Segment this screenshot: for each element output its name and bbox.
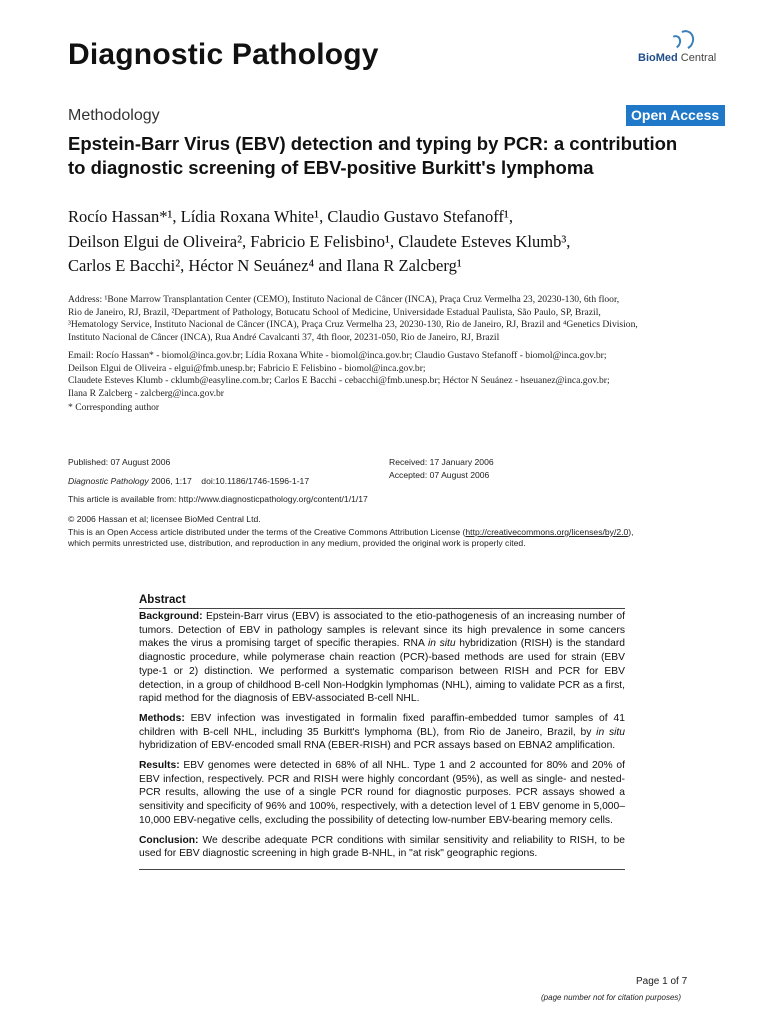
abstract-background	[139, 610, 625, 706]
logo-brand-bold: BioMed	[638, 52, 678, 64]
background-text: Epstein-Barr virus (EBV) is associated to the etio-pathogenesis of an increasing number of tumors. Detection of EBV in pathology samples is relevant since its high prevalence in some cancers makes the virus a promising target of specific therapies. RNA	[139, 611, 625, 650]
accepted-date: Accepted: 07 August 2006	[389, 470, 490, 480]
background-text: hybridization (RISH) is the standard diagnostic procedure, while polymerase chain reaction (PCR)-based methods are used for strain (EBV type-1 or 2) distinction. We performed a systematic comparison between RISH and PCR for EBV detection, in a group of childhood B-cell Non-Hodgkin lymphomas (NHL), aiming to validate PCR as a first, rapid method for the diagnosis of EBV-associated B-cell NHL.	[139, 638, 625, 705]
citation-line	[68, 476, 309, 487]
open-access-badge: Open Access	[626, 105, 725, 126]
email-line[interactable]: Email: Rocío Hassan* - biomol@inca.gov.br; Lídia Roxana White - biomol@inca.gov.br; Claudio Gustavo Stefanoff - biomol@inca.gov.br;	[68, 350, 607, 361]
email-block	[68, 350, 708, 400]
abstract-methods	[139, 712, 625, 753]
page-number-note: (page number not for citation purposes)	[541, 993, 682, 1002]
affiliation-line: ³Hematology Service, Instituto Nacional de Câncer (INCA), Praça Cruz Vermelha 23, 20230-130, Rio de Janeiro, RJ, Brazil and ⁴Genetics Division,	[68, 319, 638, 331]
page-number: Page 1 of 7	[636, 976, 688, 987]
logo-text	[638, 52, 716, 64]
license-text-line: which permits unrestricted use, distribution, and reproduction in any medium, provided the original work is properly cited.	[68, 538, 526, 548]
license-text-part: This is an Open Access article distributed under the terms of the Creative Commons Attribution License (	[68, 527, 466, 537]
copyright-line: © 2006 Hassan et al; licensee BioMed Central Ltd.	[68, 514, 261, 524]
abstract-results	[139, 759, 625, 828]
email-line[interactable]: Deilson Elgui de Oliveira - elgui@fmb.unesp.br; Fabricio E Felisbino - biomol@inca.gov.br;	[68, 362, 426, 374]
affiliation-line: Rio de Janeiro, RJ, Brazil, ²Department of Pathology, Botucatu School of Medicine, Universidade Estadual Paulista, São Paulo, SP, Brazil,	[68, 306, 601, 318]
article-title: Epstein-Barr Virus (EBV) detection and typing by PCR: a contribution to diagnostic screening of EBV-positive Burkitt's lymphoma	[68, 133, 678, 178]
background-italic: in situ	[427, 638, 456, 650]
abstract-section	[139, 594, 625, 870]
background-label: Background:	[139, 611, 203, 622]
methods-text: EBV infection was investigated in formalin fixed paraffin-embedded tumor samples of 41 children with B-cell NHL, including 35 Burkitt's lymphoma (BL), from Rio de Janeiro, Brazil, by	[139, 712, 625, 738]
license-text-part: ),	[628, 527, 634, 537]
article-url-line[interactable]: This article is available from: http://www.diagnosticpathology.org/content/1/1/17	[68, 494, 368, 504]
affiliation-line: Address: ¹Bone Marrow Transplantation Center (CEMO), Instituto Nacional de Câncer (INCA), Praça Cruz Vermelha 23, 20230-130, 6th floor,	[68, 294, 620, 305]
results-text: EBV genomes were detected in 68% of all NHL. Type 1 and 2 accounted for 80% and 20% of EBV infection, respectively. PCR and RISH were highly concordant (95%), as well as single- and nested-PCR results, allowing the use of a single PCR round for diagnostic purposes. PCR assays showed a sensitivity and specificity of 96% and 100%, respectively, with a detection level of 1 EBV genome in 5,000–10,000 EBV-negative cells, excluding the possibility of detecting low-number EBV-bearing memory cells.	[139, 760, 625, 826]
divider	[139, 869, 625, 870]
methods-label: Methods:	[139, 712, 185, 724]
conclusion-text: We describe adequate PCR conditions with similar sensitivity and reliability to RISH, to be used for EBV diagnostic screening in high grade B-NHL, in "at risk" geographic regions.	[139, 834, 625, 860]
abstract-conclusion	[139, 834, 625, 861]
author-line: Carlos E Bacchi², Héctor N Seuánez⁴ and Ilana R Zalcberg¹	[68, 256, 462, 275]
abstract-heading: Abstract	[139, 594, 186, 606]
biomed-central-logo[interactable]	[638, 30, 728, 70]
received-date: Received: 17 January 2006	[389, 457, 494, 467]
methods-italic: in situ	[596, 726, 625, 738]
author-line: Deilson Elgui de Oliveira², Fabricio E Felisbino¹, Claudete Esteves Klumb³,	[68, 231, 571, 251]
author-list	[68, 205, 708, 279]
results-label: Results:	[139, 760, 180, 772]
published-date: Published: 07 August 2006	[68, 457, 171, 467]
email-line[interactable]: Claudete Esteves Klumb - cklumb@easyline.com.br; Carlos E Bacchi - cebacchi@fmb.unesp.br; Héctor N Seuánez - hseuanez@inca.gov.br;	[68, 375, 610, 387]
email-line[interactable]: Ilana R Zalcberg - zalcberg@inca.gov.br	[68, 387, 224, 399]
corresponding-author-note: * Corresponding author	[68, 402, 160, 413]
license-text	[68, 527, 708, 549]
affiliation-block	[68, 294, 708, 344]
article-type: Methodology	[68, 107, 160, 124]
journal-title: Diagnostic Pathology	[68, 38, 379, 71]
affiliation-line: Instituto Nacional de Câncer (INCA), Rua André Cavalcanti 37, 4th floor, 20231-050, Rio de Janeiro, RJ, Brazil	[68, 331, 500, 343]
citation-journal: Diagnostic Pathology	[68, 476, 149, 486]
logo-brand-rest: Central	[677, 52, 717, 64]
citation-details: 2006, 1:17 doi:10.1186/1746-1596-1-17	[148, 476, 310, 486]
author-line: Rocío Hassan*¹, Lídia Roxana White¹, Claudio Gustavo Stefanoff¹,	[68, 207, 513, 226]
methods-text: hybridization of EBV-encoded small RNA (EBER-RISH) and PCR assays based on EBNA2 amplification.	[139, 740, 616, 752]
conclusion-label: Conclusion:	[139, 834, 199, 846]
divider	[139, 608, 625, 609]
license-link[interactable]: http://creativecommons.org/licenses/by/2.0	[465, 527, 629, 537]
